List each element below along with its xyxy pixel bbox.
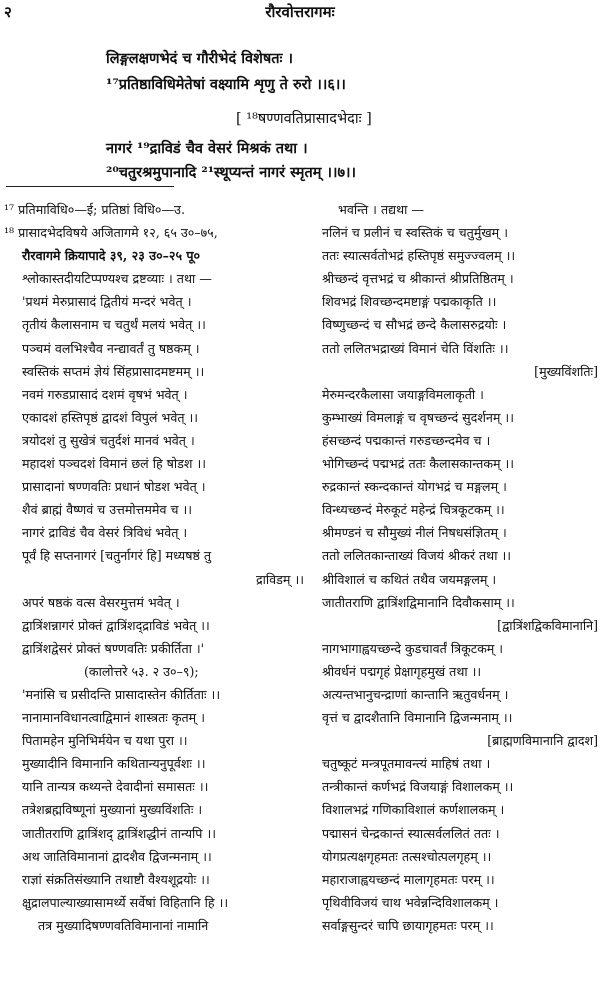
footnote-line: श्रीच्छन्दं वृत्तभद्रं च श्रीकान्तं श्रीप्रतिष्ठितम् । (322, 271, 514, 287)
footnote-line: विशालभद्रं गणिकाविशालं कर्णशालकम् । (322, 802, 505, 818)
footnote-line: अत्यन्तभानुचन्द्राणां कान्तानि ऋतुवर्धनम् । (322, 686, 509, 702)
footnote-line: महादशं पञ्चदशं विमानं छलं हि षोडश ।। (22, 456, 207, 472)
page-number: २ (4, 3, 12, 21)
footnote-line: द्वात्रिंशद्वेसरं प्रोक्तं षण्णवतिः प्रकीर्तिता ।' (22, 640, 205, 656)
footnote-line: श्लोकास्तदीयटिप्पण्यश्च द्रष्टव्याः । तथा — (22, 271, 212, 287)
footnote-line: विष्णुच्छन्दं च सौभद्रं छन्दे कैलासरुद्रयोः । (322, 317, 507, 333)
footnote-line: द्राविडम् ।। (255, 571, 304, 587)
footnote-column-right (322, 198, 598, 937)
footnote-line: अपरं षष्ठकं वत्स वेसरमुत्तमं भवेत् । (22, 594, 180, 610)
footnote-line: तत्र मुख्यादिषण्णवतिविमानानां नामानि (38, 917, 209, 933)
footnote-line: द्वात्रिंशन्नागरं प्रोक्तं द्वात्रिंशद्द्राविडं भवेत् ।। (22, 617, 210, 633)
footnote-line: भोगिच्छन्दं पद्मभद्रं ततः कैलासकान्तकम् ।। (322, 456, 515, 472)
footnote-column-left (4, 198, 304, 937)
footnote-line: प्रासादानां षण्णवतिः प्रधानं षोडश भवेत् । (22, 479, 206, 495)
verse-line-2: ¹⁷प्रतिष्ठाविधिमेतेषां वक्ष्यामि शृणु ते रुरो ।।६।। (106, 76, 346, 93)
page-header (0, 2, 600, 24)
footnote-line: विन्ध्यच्छन्दं मेरुकूटं महेन्द्रं चित्रकूटकम् ।। (322, 502, 505, 518)
footnote-line: पितामहेन मुनिभिर्मयेन च यथा पुरा ।। (22, 733, 188, 749)
footnote-line: शैवं ब्राह्मं वैष्णवं च उत्तमोत्तममेव च ।। (22, 502, 192, 518)
footnote-line: नलिनं च प्रलीनं च स्वस्तिकं च चतुर्मुखम् । (322, 225, 508, 241)
footnote-line: ¹⁷ प्रतिमाविधि०—ई; प्रतिष्ठां विधि०—उ. (4, 202, 185, 217)
footnote-line: ततः स्यात्सर्वतोभद्रं हस्तिपृष्ठं समुज्ज्वलम् ।। (322, 248, 516, 264)
footnote-line: राज्ञां संक्रतिसंख्यानि तथाष्टौ वैश्यशूद्रयोः ।। (22, 871, 210, 887)
footnote-line: नवमं गरुडप्रासादं दशमं वृषभं भवेत् । (22, 386, 188, 402)
footnote-line: महाराजाह्वयच्छन्दं मालागृहमतः परम् ।। (322, 871, 495, 887)
footnote-line: मेरुमन्दरकैलासा जयाङ्गविमलाकृती । (322, 386, 484, 402)
footnote-line: ततो ललितकान्ताख्यं विजयं श्रीकरं तथा ।। (322, 548, 512, 564)
footnote-line: ¹⁸ प्रासादभेदविषये अजितागमे १२, ६५ उ०–७५, (4, 225, 218, 241)
footnote-line: जातीतराणि द्वात्रिंशद् द्वात्रिंशद्धीनं तान्यपि ।। (22, 825, 216, 841)
footnote-line: तन्त्रीकान्तं कर्णभद्रं विजयाङ्गं विशालकम् ।। (322, 779, 514, 795)
running-title: रौरवोत्तरागमः (265, 3, 335, 21)
footnote-line: ततो ललितभद्राख्यं विमानं चेति विंशतिः ।। (322, 340, 509, 356)
footnote-line: श्रीवर्धनं पद्मगृहं प्रेक्षागृहमुखं तथा ।। (322, 663, 482, 679)
footnote-line: जातीतराणि द्वात्रिंशद्विमानानि दिवौकसाम् ।। (322, 594, 515, 610)
subsection-label: [मुख्यविंशतिः] (534, 363, 598, 379)
footnote-line: 'प्रथमं मेरुप्रासादं द्वितीयं मन्दरं भवेत् । (22, 294, 192, 310)
footnote-line: भवन्ति । तद्यथा — (338, 202, 424, 217)
subsection-label: [ब्राह्मणविमानानि द्वादश] (487, 733, 598, 749)
footnote-line: क्षुद्रालपाल्याख्यासामर्थ्ये सर्वेषां विहितानि हि ।। (22, 894, 229, 910)
footnote-line: 'मनांसि च प्रसीदन्ति प्रासादास्तेन कीर्तिताः ।। (22, 686, 221, 702)
footnote-line: एकादशं हस्तिपृष्ठं द्वादशं विपुलं भवेत् ।। (22, 409, 199, 425)
footnote-line: कुम्भाख्यं विमलाङ्गं च वृषच्छन्दं सुदर्शनम् ।। (322, 409, 514, 425)
footnote-line: नागभागाह्वयच्छन्दे कुडचावर्तं त्रिकूटकम् । (322, 640, 504, 656)
footnote-line: मुख्यादीनि विमानानि कथितान्यनुपूर्वशः ।। (22, 756, 206, 772)
footnote-line: रौरवागमे क्रियापादे ३९, २३ उ०–२५ पू० (22, 248, 201, 264)
footnote-line: नागरं द्राविडं चैव वेसरं त्रिविधं भवेत् । (22, 525, 188, 541)
footnote-divider (6, 186, 174, 187)
footnote-line: नानामानविधानत्वाद्विमानं शास्त्रतः कृतम् । (22, 710, 205, 726)
verse-line-1: लिङ्गलक्षणभेदं च गौरीभेदं विशेषतः । (106, 50, 294, 67)
footnote-line: अथ जातिविमानानां द्वादशैव द्विजन्मनाम् ।। (22, 848, 212, 864)
footnote-line: तृतीयं कैलासनाम च चतुर्थं मलयं भवेत् ।। (22, 317, 206, 333)
footnote-line: स्वस्तिकं सप्तमं ज्ञेयं सिंहप्रासादमष्टमम् ।। (22, 363, 205, 379)
footnote-line: सर्वाङ्गसुन्दरं चापि छायागृहमतः परम् ।। (322, 917, 494, 933)
section-heading: [ ¹⁸षण्णवतिप्रासादभेदाः ] (236, 111, 372, 127)
verse-line-3: नागरं ¹⁹द्राविडं चैव वेसरं मिश्रकं तथा । (106, 140, 308, 157)
footnote-line: रुद्रकान्तं स्कन्दकान्तं योगभद्रं च मङ्गलम् । (322, 479, 507, 495)
subsection-label: [द्वात्रिंशद्विकविमानानि] (497, 617, 598, 633)
footnote-line: पद्मासनं चेन्द्रकान्तं स्यात्सर्वललितं ततः । (322, 825, 500, 841)
footnote-line: वृत्तं च द्वादशैतानि विमानानि द्विजन्मनाम् ।। (322, 710, 513, 726)
footnote-line: (कालोत्तरे ५३. २ उ०–९); (84, 663, 199, 679)
footnote-line: पूर्वं हि सप्तनागरं [चतुर्नागरं हि] मध्यषष्ठं तु (22, 548, 212, 564)
footnote-line: हंसच्छन्दं पद्मकान्तं गरुडच्छन्दमेव च । (322, 432, 491, 448)
footnote-line: श्रीविशालं च कथितं तथैव जयमङ्गलम् । (322, 571, 497, 587)
footnote-line: श्रीमण्डनं च सौमुख्यं नीलं निषधसंज्ञितम् । (322, 525, 507, 541)
verse-line-4: ²⁰चतुरश्रमुपानादि ²¹स्थूप्यन्तं नागरं स्मृतम् ।।७।। (106, 164, 356, 181)
footnote-line: त्रयोदशं तु सुखेत्रं चतुर्दशं मानवं भवेत् । (22, 432, 195, 448)
footnote-line: पञ्चमं वलभिश्चैव नन्द्यावर्तं तु षष्ठकम् । (22, 340, 200, 356)
footnote-line: चतुष्कूटं मन्त्रपूतमावन्त्यं माहिषं तथा । (322, 756, 491, 772)
footnote-line: शिवभद्रं शिवच्छन्दमष्टाङ्गं पद्मकाकृति ।। (322, 294, 497, 310)
footnote-line: यानि तान्यत्र कथ्यन्ते देवादीनां समासतः ।। (22, 779, 209, 795)
footnote-line: योगप्रत्यक्षगृहमतः तत्सश्चोत्पलगृहम् ।। (322, 848, 492, 864)
footnote-line: तत्रेशब्रह्मविष्णूनां मुख्यानां मुख्यविंशतिः । (22, 802, 203, 818)
footnote-line: पृथिवीविजयं चाथ भवेन्नन्दिविशालकम् । (322, 894, 499, 910)
